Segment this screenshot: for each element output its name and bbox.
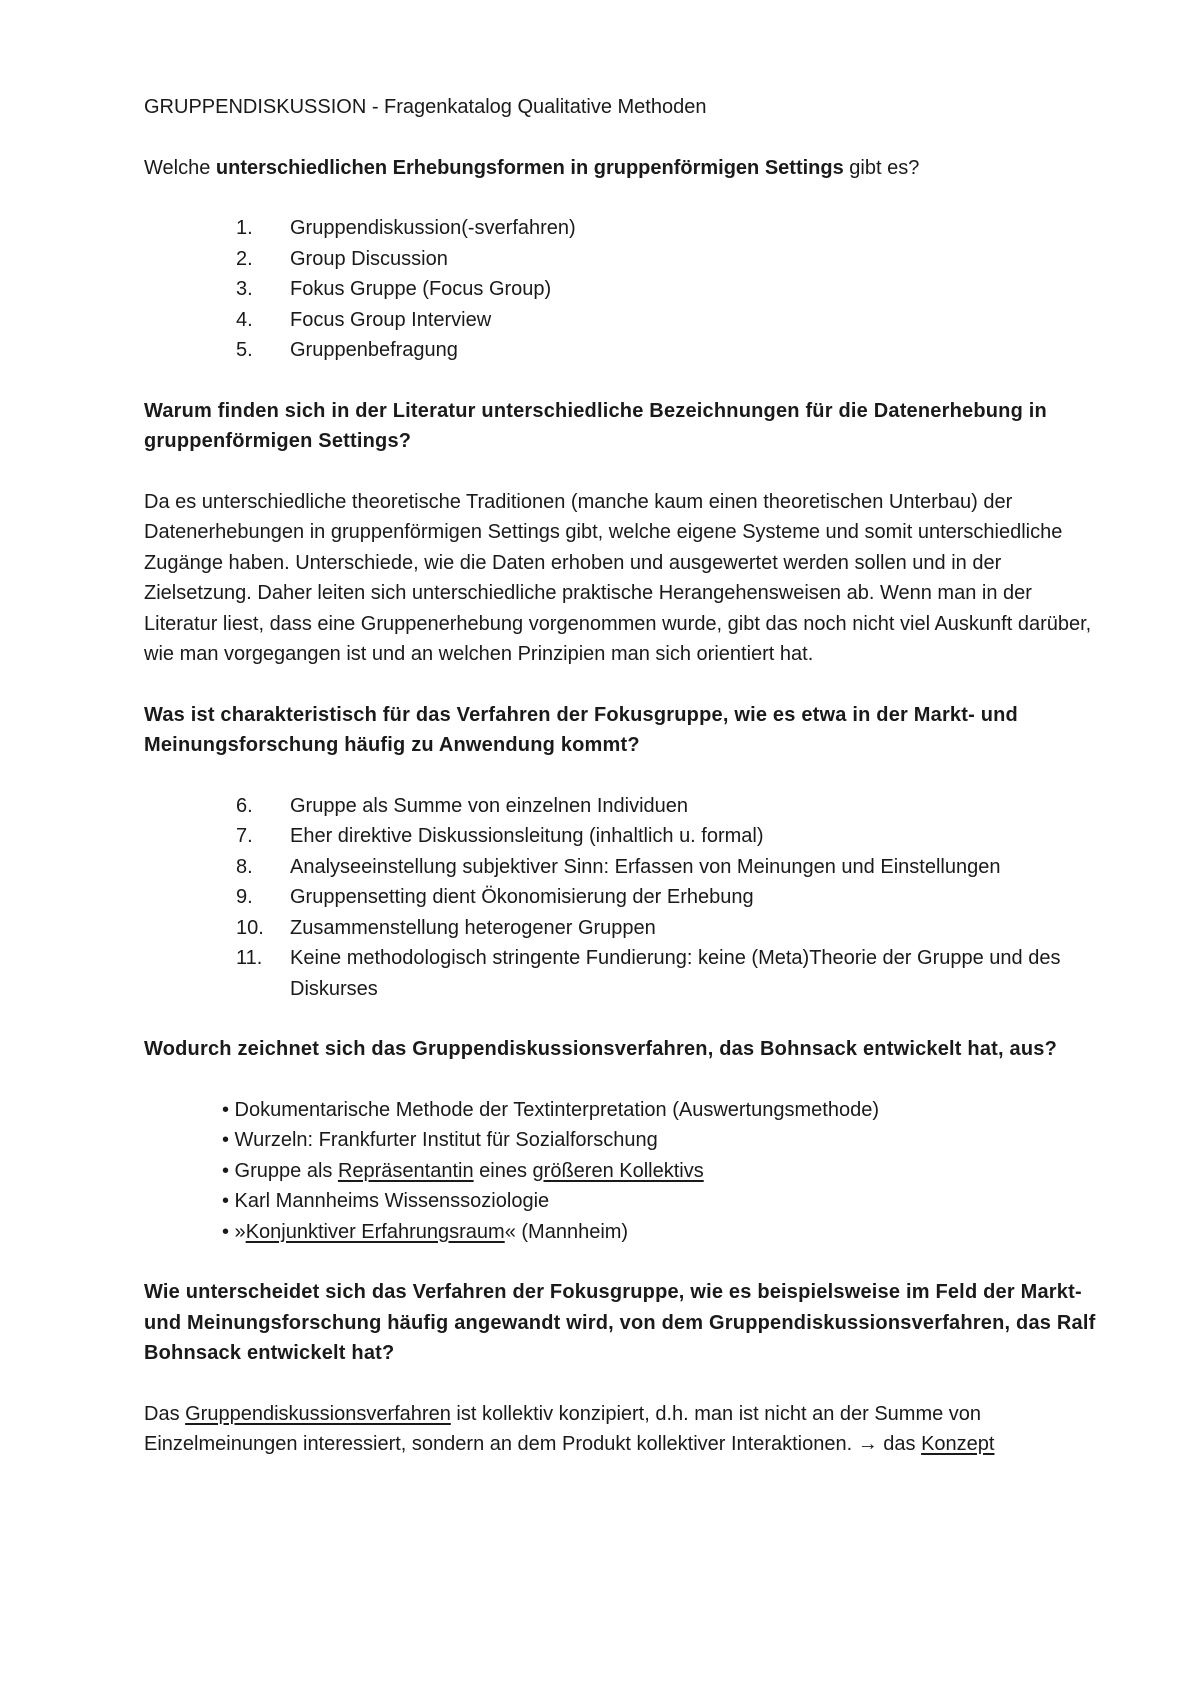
question-1-suffix: gibt es? xyxy=(843,156,920,179)
list-text: Focus Group Interview xyxy=(290,308,492,331)
bullet-item xyxy=(144,1217,1100,1248)
list-number: 8. xyxy=(236,855,253,878)
underlined-term: Gruppendiskussionsverfahren xyxy=(185,1402,451,1425)
bullet-item: • Wurzeln: Frankfurter Institut für Sozialforschung xyxy=(222,1129,658,1151)
list-text: Group Discussion xyxy=(290,247,448,270)
bullet-text: eines xyxy=(473,1159,533,1182)
list-item xyxy=(144,882,1100,913)
list-item xyxy=(144,913,1100,944)
list-text: Gruppensetting dient Ökonomisierung der Erhebung xyxy=(290,886,754,908)
question-1-bold: unterschiedlichen Erhebungsformen in gruppenförmigen Settings xyxy=(215,156,844,179)
list-text: Analyseeinstellung subjektiver Sinn: Erfassen von Meinungen und Einstellungen xyxy=(290,855,1001,878)
question-1-prefix: Welche xyxy=(144,156,216,179)
list-text: Gruppe als Summe von einzelnen Individuen xyxy=(290,794,689,817)
question-5-heading: Wie unterscheidet sich das Verfahren der Fokusgruppe, wie es beispielsweise im Feld der Markt- und Meinungsforschung häufig angewandt wird, von dem Gruppendiskussionsverfahren, das Ralf Bohnsack entwickelt hat? xyxy=(144,1281,1096,1364)
bullet-text: « (Mannheim) xyxy=(504,1220,629,1243)
list-item xyxy=(144,244,1100,275)
underlined-term: Konzept xyxy=(921,1433,995,1455)
list-number: 3. xyxy=(236,278,253,300)
list-number: 10. xyxy=(236,916,264,939)
question-4-heading: Wodurch zeichnet sich das Gruppendiskussionsverfahren, das Bohnsack entwickelt hat, aus? xyxy=(144,1038,1058,1060)
question-1 xyxy=(144,153,1100,184)
list-text: Fokus Gruppe (Focus Group) xyxy=(290,278,552,300)
underlined-term: größeren Kollektivs xyxy=(532,1159,704,1182)
bullet-item: • Karl Mannheims Wissenssoziologie xyxy=(222,1190,550,1212)
list-number: 4. xyxy=(236,308,253,331)
question-3-heading: Was ist charakteristisch für das Verfahren der Fokusgruppe, wie es etwa in der Markt- und Meinungsforschung häufig zu Anwendung kommt? xyxy=(144,703,1018,756)
bullet-item: • Dokumentarische Methode der Textinterpretation (Auswertungsmethode) xyxy=(222,1098,879,1121)
list-number: 5. xyxy=(236,339,253,361)
answer-5-paragraph xyxy=(144,1399,1100,1460)
underlined-term: Repräsentantin xyxy=(337,1159,474,1182)
list-item xyxy=(144,943,1100,1004)
list-item xyxy=(144,335,1100,366)
list-number: 11. xyxy=(236,947,263,969)
answer-5-text: ist kollektiv konzipiert, d.h. man ist nicht an der Summe von Einzelmeinungen interessiert, sondern an dem Produkt kollektiver Interaktionen. → das xyxy=(144,1402,982,1455)
list-number: 7. xyxy=(236,825,253,847)
list-number: 9. xyxy=(236,886,253,908)
list-item xyxy=(144,274,1100,305)
list-erhebungsformen xyxy=(144,213,1100,366)
list-text: Gruppendiskussion(-sverfahren) xyxy=(290,217,576,239)
bullet-item xyxy=(144,1156,1100,1187)
document-title: GRUPPENDISKUSSION - Fragenkatalog Qualitative Methoden xyxy=(144,96,707,118)
list-text: Zusammenstellung heterogener Gruppen xyxy=(290,916,656,939)
list-item xyxy=(144,305,1100,336)
list-item xyxy=(144,852,1100,883)
bullet-list-bohnsack xyxy=(144,1095,1100,1248)
underlined-term: Konjunktiver Erfahrungsraum xyxy=(245,1220,505,1243)
list-item xyxy=(144,213,1100,244)
bullet-text: • » xyxy=(222,1220,246,1243)
list-text: Gruppenbefragung xyxy=(290,339,458,361)
list-fokusgruppe xyxy=(144,791,1100,1005)
answer-2-paragraph: Da es unterschiedliche theoretische Traditionen (manche kaum einen theoretischen Unterbau) der Datenerhebungen in gruppenförmigen Settings gibt, welche eigene Systeme und somit unterschiedliche Zugänge haben. Unterschiede, wie die Daten erhoben und ausgewertet werden sollen und in der Zielsetzung. Daher leiten sich unterschiedliche praktische Herangehensweisen ab. Wenn man in der Literatur liest, dass eine Gruppenerhebung vorgenommen wurde, gibt das noch nicht viel Auskunft darüber, wie man vorgegangen ist und an welchen Prinzipien man sich orientiert hat. xyxy=(144,490,1092,665)
list-number: 1. xyxy=(236,217,253,239)
list-number: 6. xyxy=(236,794,253,817)
bullet-text: • Gruppe als xyxy=(222,1159,338,1182)
list-item xyxy=(144,821,1100,852)
list-item xyxy=(144,791,1100,822)
answer-5-text: Das xyxy=(144,1402,186,1425)
list-text: Keine methodologisch stringente Fundierung: keine (Meta)Theorie der Gruppe und des Diskurses xyxy=(290,947,1061,1000)
list-text: Eher direktive Diskussionsleitung (inhaltlich u. formal) xyxy=(290,825,764,847)
list-number: 2. xyxy=(236,247,253,270)
question-2-heading: Warum finden sich in der Literatur unterschiedliche Bezeichnungen für die Datenerhebung in gruppenförmigen Settings? xyxy=(144,399,1047,452)
